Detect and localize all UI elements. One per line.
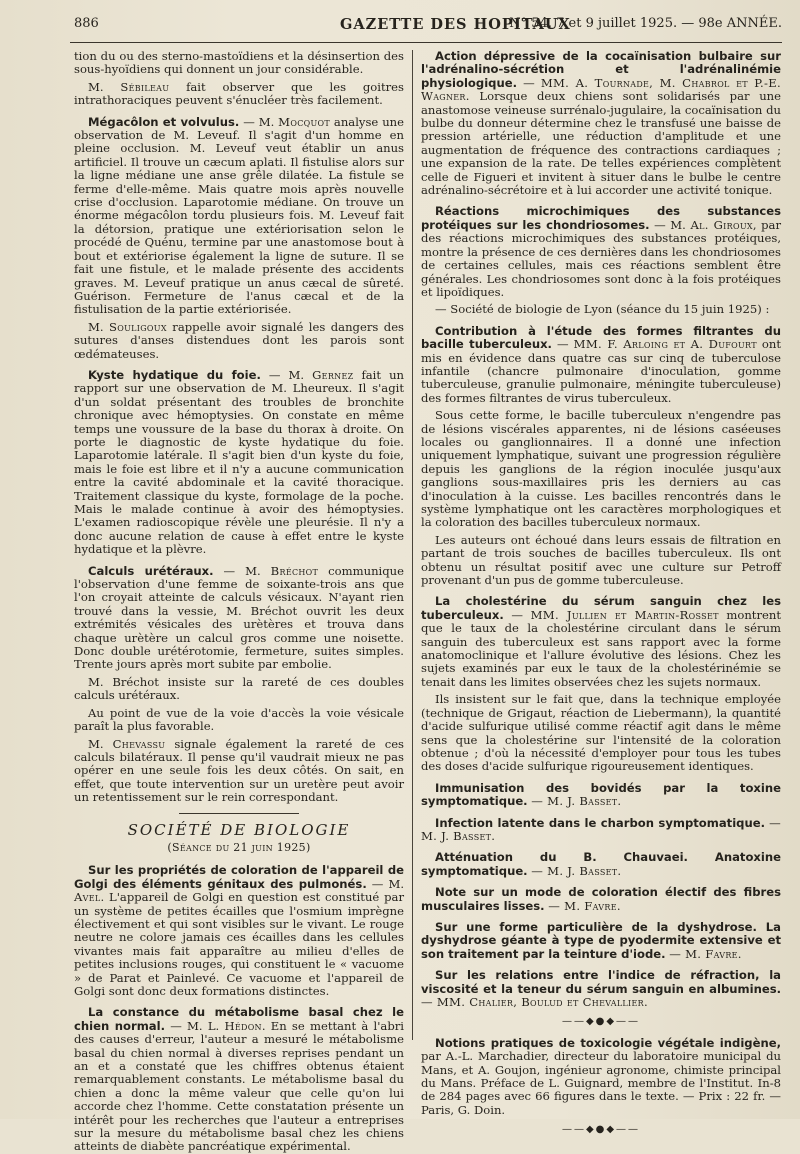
article-title: Sur les propriétés de coloration de l'appareil de Golgi des éléments génitaux des pulmonés. <box>74 863 404 891</box>
article-title: Calculs urétéraux. <box>88 563 214 578</box>
article-text: rappelle avoir signalé les dangers des sutures d'anses distendues dont les parois sont œdémateuses. <box>74 319 405 361</box>
section-divider <box>179 813 299 814</box>
article-title: Immunisation des bovidés par la toxine symptomatique. <box>421 780 781 809</box>
article-dyshydrose <box>421 921 781 961</box>
article-calculs: Calculs urétéraux. — M. Bréchot communique l'observation d'une femme de soixante-trois ans que l'on croyait atteinte de calculs vésicaux. N'ayant rien trouvé dans la vessie, M. Bréchot ouvrit les deux extrémités vésicales des urètères et trouva dans chaque urètère un calcul gros comme une noisette. Donc double urétérotomie, fermeture, suites simples. Trente jours après mort subite par embolie. M. Bréchot insiste sur la rareté de ces doubles calculs urétéraux. Au point de vue de la voie d'accès la voie vésicale paraît la plus favorable. M. Chevassu signale également la rareté de ces calculs bilatéraux. Il pense qu'il vaudrait mieux ne pas opérer en une seule fois les deux côtés. On sait, en effet, que toute intervention sur un uretère peut avoir un retentissement sur le rein correspondant. <box>74 563 405 805</box>
article-note <box>421 886 781 913</box>
article-title: Sur les relations entre l'indice de réfraction, la viscosité et la teneur du sérum sanguin en albumines. <box>421 968 781 996</box>
page-header <box>70 14 782 43</box>
article-text: communique l'observation d'une femme de soixante-trois ans que l'on croyait atteinte de calculs vésicaux. N'ayant rien trouvé dans la vessie, M. Bréchot ouvrit les deux extrémités vésicales des urètères et trouva dans chaque urètère un calcul gros comme une noisette. Donc double urétérotomie, fermeture, suites simples. Trente jours après mort subite par embolie. <box>74 563 404 672</box>
article-text: montrent que le taux de la cholestérine circulant dans le sérum sanguin des tuberculeux est sans rapport avec la forme anatomoclinique et l'allure évolutive des lésions. Chez les sujets examinés par eux le taux de la cholestérinémie se tenait dans les limites observées chez les sujets normaux. <box>421 607 781 689</box>
article-title: Atténuation du B. Chauvaei. Anatoxine symptomatique. <box>421 850 781 878</box>
article-immunisation <box>421 782 781 809</box>
article-relations <box>421 969 781 1009</box>
article-infection <box>421 817 781 844</box>
lyon-society-line: — Société de biologie de Lyon (séance du 15 juin 1925) : <box>435 302 770 317</box>
article-text: L'appareil de Golgi en question est constitué par un système de petites écailles que l'osmium imprègne électivement et qui sont visibles sur le vivant. Le rouge neutre ne colore jamais ces écailles dans les cellules vivantes mais fait apparaître au milieu d'elles de petites inclusions rouges, qui constituent le « vacuome » de Parat et Painlevé. Ce vacuome et l'appareil de Golgi sont donc deux formations distinctes. <box>74 890 404 998</box>
author-names: MM. A. Tournade, M. Chabrol et P.-E. Wagner. <box>421 75 781 104</box>
author-name: Bréchot <box>270 563 319 578</box>
article-text: analyse une observation de M. Leveuf. Il s'agit d'un homme en pleine occlusion. M. Leveuf veut établir un anus artificiel. Il trouve un cæcum aplati. Il fistulise alors sur la ligne médiane une anse grêle dilatée. La fistule se ferme d'elle-même. Mais quatre mois après nouvelle crise d'occlusion. Laparotomie médiane. On trouve un énorme mégacôlon tordu plusieurs fois. M. Leveuf fait la détorsion, pratique une extériorisation selon le procédé de Quénu, termine par une anastomose bout à bout et extériorise également la ligne de suture. Il se fait une fistule, et le malade présente des accidents graves. M. Leveuf pratique un anus cæcal de sûreté. Guérison. Fermeture de l'anus cæcal et de la fistulisation de la partie extériorisée. <box>74 114 404 317</box>
article-text: Lorsque deux chiens sont solidarisés par une anastomose veineuse surrénalo-jugulaire, la cocaïnisation du bulbe du donneur détermine chez le transfusé une baisse de pression artérielle, une réduction d'amplitude et une augmentation de fréquence des contractions cardiaques ; une expansion de la rate. De telles expériences complètent celle de Figueri et invitent à situer dans le bulbe le centre adrénalino-sécrétoire et à lui accorder une activité tonique. <box>421 89 781 198</box>
article-cholesterine: La cholestérine du sérum sanguin chez les tuberculeux. — MM. Jullien et Martin-Rosset montrent que le taux de la cholestérine circulant dans le sérum sanguin des tuberculeux est sans rapport avec la forme anatomoclinique et l'allure évolutive des lésions. Chez les sujets examinés par eux le taux de la cholestérinémie se tenait dans les limites observées chez les sujets normaux. Ils insistent sur le fait que, dans la technique employée (technique de Grigaut, réaction de Liebermann), la quantité d'acide sulfurique utilisé comme réactif agit dans le même sens que la cholestérine sur l'intensité de la coloration obtenue ; d'où la nécessité d'employer pour tous les tubes des doses d'acide sulfurique rigoureusement identiques. <box>421 594 781 774</box>
article-text: Au point de vue de la voie d'accès la voie vésicale paraît la plus favorable. <box>74 705 404 734</box>
author-name: Souligoux <box>109 319 167 334</box>
author-names: MM. F. Arloing et A. Dufourt <box>573 337 757 352</box>
author-names: MM. Jullien et Martin-Rosset <box>530 607 719 622</box>
author-name: Gernez <box>312 367 354 382</box>
article-text: signale également la rareté de ces calculs bilatéraux. Il pense qu'il vaudrait mieux ne pas opérer en une seule fois les deux côtés. On sait, en effet, que toute intervention sur un uretère peut avoir un retentissement sur le rein correspondant. <box>74 736 405 805</box>
article-title: Réactions microchimiques des substances protéiques sur les chondriosomes. <box>421 204 781 232</box>
author-name: Chevassu <box>112 736 166 751</box>
author-name: Hédon <box>224 1018 262 1033</box>
author-name: — M. Favre. <box>669 946 742 961</box>
article-text: Sous cette forme, le bacille tuberculeux n'engendre pas de lésions viscérales apparentes, ni de lésions caséeuses locales ou ganglionnaires. Il a donné une infection uniquement lymphatique, suivant une progression régulière depuis les ganglions de la région inoculée jusqu'aux ganglions sous-maxillaires pris les derniers au cas d'inoculation à la cuisse. Les bacilles rencontrés dans le système lymphatique ont les caractères morphologiques et la coloration des bacilles tuberculeux normaux. <box>421 408 781 530</box>
article-text: fait un rapport sur une observation de M. Lheureux. Il s'agit d'un soldat présentant des troubles de bronchite chronique avec hémoptysies. On constate en même temps une voussure de la base du thorax à droite. On porte le diagnostic de kyste hydatique du foie. Laparotomie latérale. Il s'agit bien d'un kyste du foie, mais le foie est libre et il n'y a aucune communication entre la cavité abdominale et la cavité thoracique. Traitement classique du kyste, formolage de la poche. Mais le malade continue à avoir des hémoptysies. L'examen radioscopique révèle une pleurésie. Il n'y a donc aucune relation de cause à effet entre le kyste hydatique et la plèvre. <box>74 367 404 557</box>
journal-title: GAZETTE DES HOPITAUX <box>340 16 571 33</box>
author-name: Mocquot <box>278 114 331 129</box>
author-names: — MM. Chalier, Boulud et Chevallier. <box>421 995 648 1009</box>
ornament-divider-icon: ——◆●◆—— <box>561 1124 641 1136</box>
paragraph-text: fait observer que les goitres intrathoraciques peuvent s'énucléer très facilement. <box>74 79 404 108</box>
article-text: Ils insistent sur le fait que, dans la technique employée (technique de Grigaut, réaction de Liebermann), la quantité d'acide sulfurique utilisé comme réactif agit dans le même sens que la cholestérine sur l'intensité de la coloration obtenue ; d'où la nécessité d'employer pour tous les tubes des doses d'acide sulfurique rigoureusement identiques. <box>421 692 781 774</box>
article-cocaine: Action dépressive de la cocaïnisation bulbaire sur l'adrénalino-sécrétion et l'adrénalinémie physiologique. — MM. A. Tournade, M. Chabrol et P.-E. Wagner. Lorsque deux chiens sont solidarisés par une anastomose veineuse surrénalo-jugulaire, la cocaïnisation du bulbe du donneur détermine chez le transfusé une baisse de pression artérielle, une réduction d'amplitude et une augmentation de fréquence des contractions cardiaques ; une expansion de la rate. De telles expériences complètent celle de Figueri et invitent à situer dans le bulbe le centre adrénalino-sécrétoire et à lui accorder une activité tonique. <box>421 49 781 198</box>
author-name: Sébileau <box>120 79 170 94</box>
article-title: Action dépressive de la cocaïnisation bulbaire sur l'adrénalino-sécrétion et l'adrénalinémie physiologique. <box>421 49 781 90</box>
article-text: ont mis en évidence dans quatre cas sur cinq de tuberculose infantile (chancre pulmonaire d'inoculation, gomme tuberculeuse, granulie pulmonaire, méningite tuberculeuse) des formes filtrantes de virus tuberculeux. <box>421 337 782 405</box>
left-column <box>74 49 405 1154</box>
author-name: Avel <box>74 890 101 905</box>
issue-info: N° 54, 7 et 9 juillet 1925. — 98e ANNÉE. <box>509 16 782 31</box>
article-kyste: Kyste hydatique du foie. — M. Gernez fait un rapport sur une observation de M. Lheureux. Il s'agit d'un soldat présentant des troubles de bronchite chronique avec hémoptysies. On constate en même temps une voussure de la base du thorax à droite. On porte le diagnostic de kyste hydatique du foie. Laparotomie latérale. Il s'agit bien d'un kyste du foie, mais le foie est libre et il n'y a aucune communication entre la cavité abdominale et la cavité thoracique. Traitement classique du kyste, formolage de la poche. Mais le malade continue à avoir des hémoptysies. L'examen radioscopique révèle une pleurésie. Il n'y a donc aucune relation de cause à effet entre le kyste hydatique et la plèvre. <box>74 367 404 557</box>
article-title: Infection latente dans le charbon symptomatique. <box>435 815 766 830</box>
ornament-divider-icon: ——◆●◆—— <box>561 1016 641 1028</box>
intro-paragraph: tion du ou des sterno-mastoïdiens et la désinsertion des sous-hyoïdiens qui donnent un jour considérable. <box>74 49 404 77</box>
article-golgi: Sur les propriétés de coloration de l'appareil de Golgi des éléments génitaux des pulmonés. — M. Avel. L'appareil de Golgi en question est constitué par un système de petites écailles que l'osmium imprègne électivement et qui sont visibles sur le vivant. Le rouge neutre ne colore jamais ces écailles dans les cellules vivantes mais fait apparaître au milieu d'elles de petites inclusions rouges, qui constituent le « vacuome » de Parat et Painlevé. Ce vacuome et l'appareil de Golgi sont donc deux formations distinctes. <box>74 863 405 998</box>
article-title: Sur une forme particulière de la dyshydrose. La dyshydrose géante à type de pyodermite extensive et son traitement par la teinture d'iode. <box>421 919 781 961</box>
author-name: Al. Giroux <box>690 217 753 232</box>
author-name: — M. J. Basset. <box>531 794 622 809</box>
article-text: , par des réactions microchimiques des substances protéiques, montre la présence de ces dernières dans les chondriosomes de certaines cellules, mais ces réactions semblent être générales. Les chondriosomes sont donc à la fois protéiques et lipoïdiques. <box>421 217 782 299</box>
book-text: par A.-L. Marchadier, directeur du laboratoire municipal du Mans, et A. Goujon, ingénieur agronome, chimiste principal du Mans. Préface de L. Guignard, membre de l'Institut. In-8 de 284 pages avec 66 figures dans le texte. — Prix : 22 fr. — Paris, G. Doin. <box>421 1049 781 1117</box>
society-heading: SOCIÉTÉ DE BIOLOGIE <box>127 820 351 839</box>
right-column <box>421 49 782 1136</box>
author-name: — M. J. Basset. <box>421 815 782 843</box>
article-title: Note sur un mode de coloration électif des fibres musculaires lisses. <box>421 885 781 913</box>
article-metabolisme: La constance du métabolisme basal chez le chien normal. — M. L. Hédon. En se mettant à l'abri des causes d'erreur, l'auteur a mesuré le métabolisme basal du chien normal à diverses reprises pendant un an et a constaté que les chiffres obtenus étaient remarquablement constants. Le métabolisme basal du chien a donc la même valeur que celle qu'on lui accorde chez l'homme. Cette constatation présente un intérêt pour les recherches que l'auteur a entreprises sur la mesure du métabolisme basal chez les chiens atteints de diabète pancréatique expérimental. <box>74 1005 404 1154</box>
article-text: M. Bréchot insiste sur la rareté de ces doubles calculs urétéraux. <box>74 674 404 703</box>
page-number: 886 <box>74 16 99 31</box>
column-divider <box>412 50 413 1040</box>
article-title: La cholestérine du sérum sanguin chez les tuberculeux. <box>421 594 781 622</box>
article-text: Les auteurs ont échoué dans leurs essais de filtration en partant de trois souches de bacilles tuberculeux. Ils ont obtenu un résultat positif avec une culture sur Petroff provenant d'un pus de gomme tuberculeuse. <box>421 532 781 588</box>
article-contribution: Contribution à l'étude des formes filtrantes du bacille tuberculeux. — MM. F. Arloing et A. Dufourt ont mis en évidence dans quatre cas sur cinq de tuberculose infantile (chancre pulmonaire d'inoculation, gomme tuberculeuse, granulie pulmonaire, méningite tuberculeuse) des formes filtrantes de virus tuberculeux. Sous cette forme, le bacille tuberculeux n'engendre pas de lésions viscérales apparentes, ni de lésions caséeuses locales ou ganglionnaires. Il a donné une infection uniquement lymphatique, suivant une progression régulière depuis les ganglions de la région inoculée jusqu'aux ganglions sous-maxillaires pris les derniers au cas d'inoculation à la cuisse. Les bacilles rencontrés dans le système lymphatique ont les caractères morphologiques et la coloration des bacilles tuberculeux normaux. Les auteurs ont échoué dans leurs essais de filtration en partant de trois souches de bacilles tuberculeux. Ils ont obtenu un résultat positif avec une culture sur Petroff provenant d'un pus de gomme tuberculeuse. <box>421 323 782 588</box>
book-review-notions <box>421 1037 781 1117</box>
sebileau-paragraph: M. Sébileau fait observer que les goitres intrathoraciques peuvent s'énucléer très facilement. <box>74 79 404 108</box>
article-text: En se mettant à l'abri des causes d'erreur, l'auteur a mesuré le métabolisme basal du chien normal à diverses reprises pendant un an et a constaté que les chiffres obtenus étaient remarquablement constants. Le métabolisme basal du chien a donc la même valeur que celle qu'on lui accorde chez l'homme. Cette constatation présente un intérêt pour les recherches que l'auteur a entreprises sur la mesure du métabolisme basal chez les chiens atteints de diabète pancréatique expérimental. <box>74 1018 404 1154</box>
article-title: La constance du métabolisme basal chez le chien normal. <box>74 1005 404 1033</box>
article-title: Mégacôlon et volvulus. <box>88 114 240 129</box>
author-name: — M. J. Basset. <box>531 863 622 878</box>
article-title: Kyste hydatique du foie. <box>88 367 261 382</box>
session-date: (Séance du 21 juin 1925) <box>167 840 311 854</box>
article-megacolon: Mégacôlon et volvulus. — M. Mocquot analyse une observation de M. Leveuf. Il s'agit d'un homme en pleine occlusion. M. Leveuf veut établir un anus artificiel. Il trouve un cæcum aplati. Il fistulise alors sur la ligne médiane une anse grêle dilatée. La fistule se ferme d'elle-même. Mais quatre mois après nouvelle crise d'occlusion. Laparotomie médiane. On trouve un énorme mégacôlon tordu plusieurs fois. M. Leveuf fait la détorsion, pratique une extériorisation selon le procédé de Quénu, termine par une anastomose bout à bout et extériorise également la ligne de suture. Il se fait une fistule, et le malade présente des accidents graves. M. Leveuf pratique un anus cæcal de sûreté. Guérison. Fermeture de l'anus cæcal et de la fistulisation de la partie extériorisée. M. Souligoux rappelle avoir signalé les dangers des sutures d'anses distendues dont les parois sont œdémateuses. <box>74 114 405 361</box>
article-attenuation <box>421 851 781 878</box>
article-title: Contribution à l'étude des formes filtrantes du bacille tuberculeux. <box>421 323 781 352</box>
book-title: Notions pratiques de toxicologie végétale indigène, <box>435 1035 781 1050</box>
author-name: — M. Favre. <box>548 898 621 913</box>
article-reactions: Réactions microchimiques des substances protéiques sur les chondriosomes. — M. Al. Giroux, par des réactions microchimiques des substances protéiques, montre la présence de ces dernières dans les chondriosomes de certaines cellules, mais ces réactions semblent être générales. Les chondriosomes sont donc à la fois protéiques et lipoïdiques. <box>421 204 782 299</box>
